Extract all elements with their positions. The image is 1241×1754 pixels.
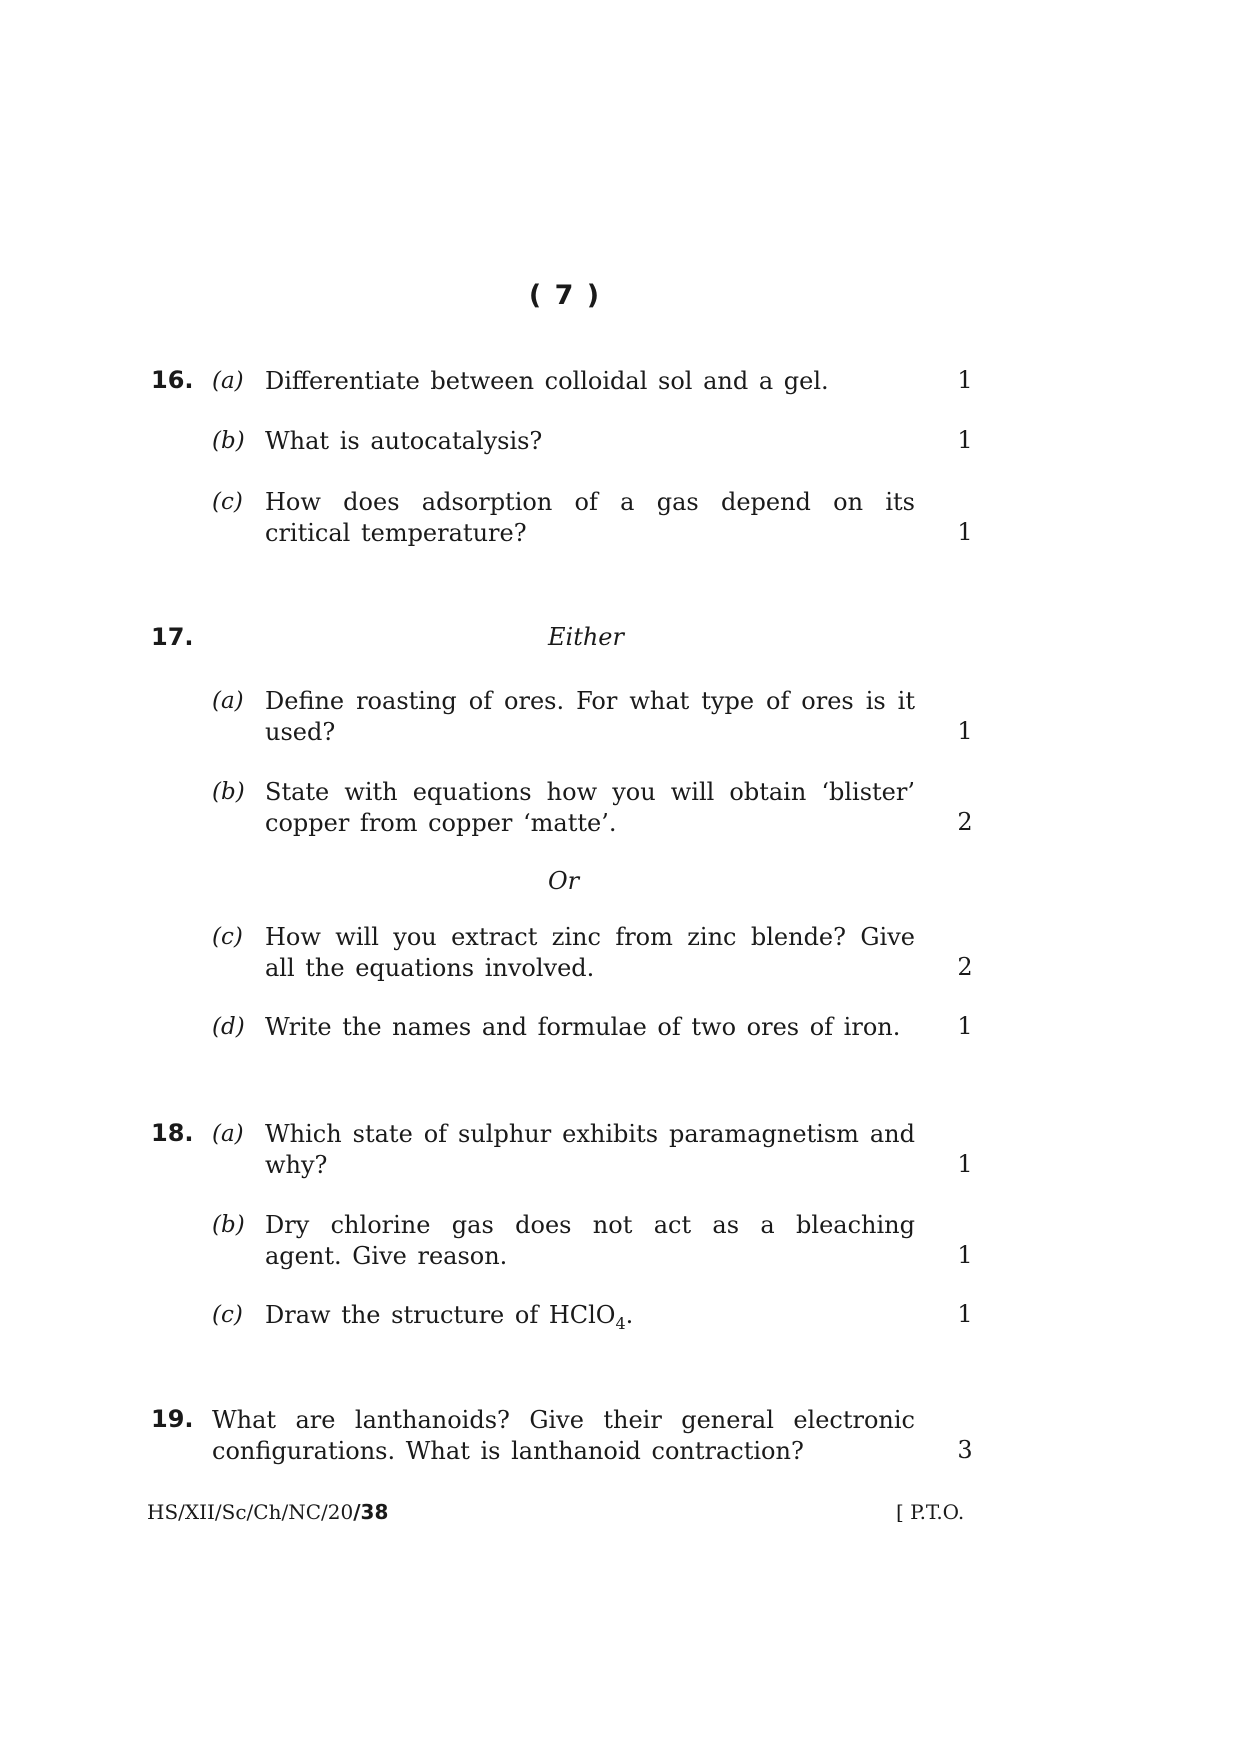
marks: 1 [957,1300,973,1328]
question-text: Write the names and formulae of two ores of iron. [265,1013,901,1041]
marks: 1 [957,518,973,546]
marks: 1 [957,1012,973,1040]
marks: 1 [957,1241,973,1269]
question-number: 18. [151,1119,194,1147]
question-text-end: . [625,1301,634,1329]
part-label: (c) [212,1302,243,1328]
marks: 1 [957,366,973,394]
question-number: 17. [151,623,194,651]
part-label: (a) [212,368,244,394]
paper-code-main: HS/XII/Sc/Ch/NC/20 [147,1500,354,1524]
question-number: 19. [151,1405,194,1433]
question-text: Which state of sulphur exhibits paramagnetism and why? [265,1120,915,1179]
part-label: (d) [212,1014,245,1040]
part-label: (a) [212,1121,244,1147]
question-text-main: Draw the structure of HClO [265,1301,616,1329]
part-label: (a) [212,688,244,714]
part-label: (b) [212,1212,245,1238]
subscript: 4 [615,1313,626,1333]
or-heading: Or [548,867,580,895]
marks: 1 [957,426,973,454]
page-number: ( 7 ) [528,280,602,311]
question-text: What is autocatalysis? [265,427,543,455]
either-heading: Either [548,623,624,651]
paper-code [147,1500,388,1524]
part-label: (c) [212,924,243,950]
question-text: Dry chlorine gas does not act as a bleaching agent. Give reason. [265,1211,915,1270]
question-text: Define roasting of ores. For what type of ores is it used? [265,687,915,746]
question-number: 16. [151,366,194,394]
part-label: (b) [212,779,245,805]
question-text: Differentiate between colloidal sol and a gel. [265,367,829,395]
marks: 2 [957,953,973,981]
question-text [265,1300,915,1339]
marks: 2 [957,808,973,836]
pto-note: [ P.T.O. [896,1500,965,1524]
question-text: How does adsorption of a gas depend on its critical temperature? [265,488,915,547]
question-text: What are lanthanoids? Give their general electronic configurations. What is lanthanoid contraction? [212,1406,915,1465]
marks: 1 [957,1150,973,1178]
question-text: State with equations how you will obtain ‘blister’ copper from copper ‘matte’. [265,778,915,837]
marks: 1 [957,717,973,745]
marks: 3 [957,1436,973,1464]
part-label: (c) [212,489,243,515]
question-text: How will you extract zinc from zinc blende? Give all the equations involved. [265,923,915,982]
paper-code-bold: /38 [353,1500,389,1524]
part-label: (b) [212,428,245,454]
